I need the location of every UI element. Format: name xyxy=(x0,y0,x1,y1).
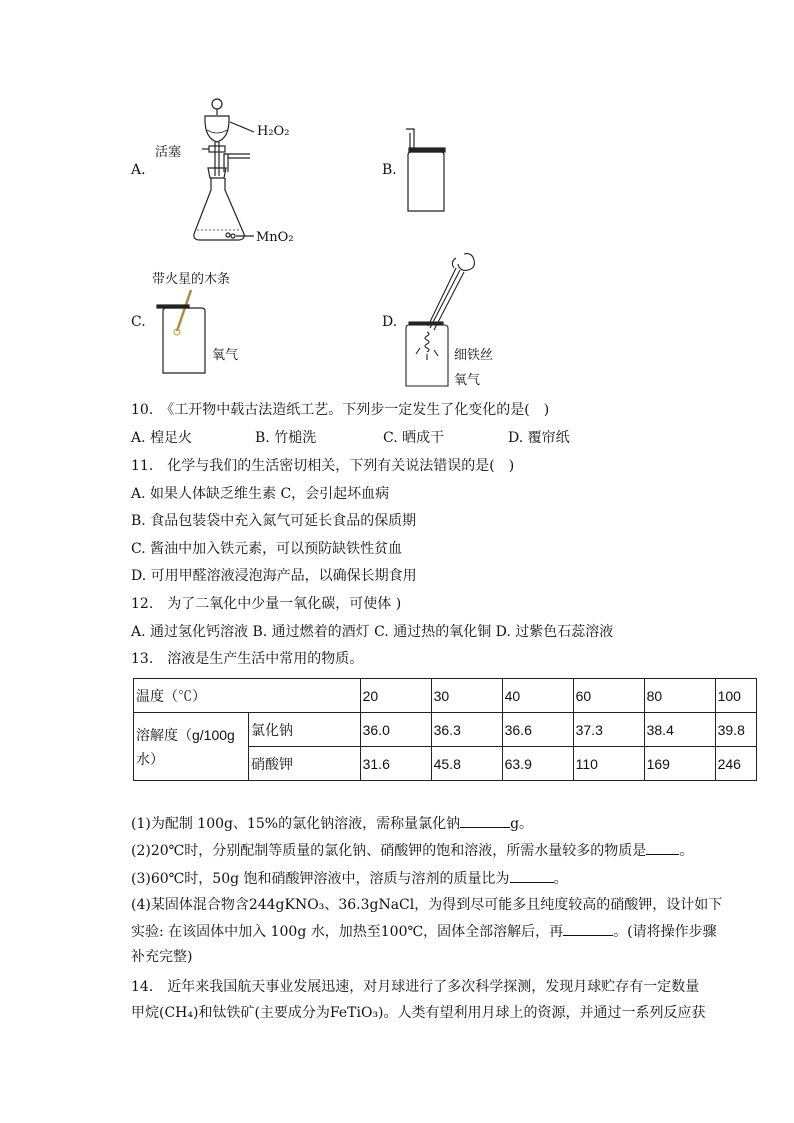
option-c-letter: C. xyxy=(131,314,146,330)
oxygen-label-c: 氧气 xyxy=(212,348,239,363)
value-cell: 36.3 xyxy=(431,713,502,747)
option-d-letter: D. xyxy=(382,314,398,330)
q13-part-2 xyxy=(131,840,693,861)
value-cell: 36.6 xyxy=(502,713,573,747)
option-a-letter: A. xyxy=(131,162,146,178)
q10-option-d: D. 覆帘纸 xyxy=(508,430,570,446)
q10-option-c: C. 晒成干 xyxy=(383,430,445,446)
part-4-text: 实验: 在该固体中加入 100g 水，加热至100℃，固体全部溶解后，再 xyxy=(131,924,564,940)
answer-blank[interactable] xyxy=(563,921,613,936)
temp-cell: 60 xyxy=(573,679,644,713)
value-cell: 31.6 xyxy=(360,747,431,781)
value-cell: 169 xyxy=(644,747,715,781)
value-cell: 37.3 xyxy=(573,713,644,747)
temp-cell: 80 xyxy=(644,679,715,713)
q11-option-d: D. 可用甲醛溶液浸泡海产品，以确保长期食用 xyxy=(131,568,417,584)
gas-bottle-figure xyxy=(400,125,450,215)
value-cell: 38.4 xyxy=(644,713,715,747)
q12-stem: 12. 为了二氧化中少量一氧化碳，可使体 ) xyxy=(131,596,402,612)
q13-part-4-line2 xyxy=(131,921,717,942)
h2o2-label: H₂O₂ xyxy=(257,124,290,139)
q13-part-4-line1: (4)某固体混合物含244gKNO₃、36.3gNaCl，为得到尽可能多且纯度较高的硝酸钾，设计如下 xyxy=(131,897,723,913)
oxygen-label-d: 氧气 xyxy=(454,373,481,388)
q12-options: A. 通过氢化钙溶液 B. 通过燃着的酒灯 C. 通过热的氧化铜 D. 过紫色石蕊溶液 xyxy=(131,624,614,640)
q13-part-3 xyxy=(131,868,568,889)
option-b-letter: B. xyxy=(382,162,397,178)
temp-header-cell: 温度（℃） xyxy=(134,679,361,713)
value-cell: 246 xyxy=(715,747,756,781)
answer-blank[interactable] xyxy=(460,813,510,828)
part-3-text: (3)60℃时，50g 饱和硝酸钾溶液中，溶质与溶剂的质量比为 xyxy=(131,871,510,887)
q11-option-b: B. 食品包装袋中充入氮气可延长食品的保质期 xyxy=(131,513,417,529)
part-2-end: 。 xyxy=(679,843,694,859)
temp-cell: 30 xyxy=(431,679,502,713)
q14-line-1: 14. 近年来我国航天事业发展迅速，对月球进行了多次科学探测，发现月球贮存有一定数量 xyxy=(131,979,700,995)
q11-stem: 11. 化学与我们的生活密切相关，下列有关说法错误的是( ) xyxy=(131,458,515,474)
table-row xyxy=(134,713,757,747)
part-1-text: (1)为配制 100g、15%的氯化钠溶液，需称量氯化钠 xyxy=(131,816,461,832)
substance-cell: 硝酸钾 xyxy=(249,747,361,781)
q11-option-c: C. 酱油中加入铁元素，可以预防缺铁性贫血 xyxy=(131,541,403,557)
q13-stem: 13. 溶液是生产生活中常用的物质。 xyxy=(131,651,364,667)
value-cell: 63.9 xyxy=(502,747,573,781)
value-cell: 36.0 xyxy=(360,713,431,747)
stopcock-label: 活塞 xyxy=(155,145,182,160)
part-4-note: 。(请将操作步骤 xyxy=(613,924,717,940)
substance-cell: 氯化钠 xyxy=(249,713,361,747)
q13-part-4-line3: 补充完整) xyxy=(131,949,193,965)
temp-cell: 20 xyxy=(360,679,431,713)
temp-cell: 100 xyxy=(715,679,756,713)
q11-option-a: A. 如果人体缺乏维生素 C，会引起坏血病 xyxy=(131,486,390,502)
q13-part-1 xyxy=(131,813,533,834)
solubility-table xyxy=(133,678,757,781)
q10-stem: 10. 《工开物中载古法造纸工艺。下列步一定发生了化变化的是( ) xyxy=(131,402,550,418)
answer-blank[interactable] xyxy=(510,868,554,883)
table-row xyxy=(134,679,757,713)
q10-option-a: A. 楻足火 xyxy=(131,430,193,446)
mno2-label: MnO₂ xyxy=(256,230,294,245)
part-2-text: (2)20℃时，分别配制等质量的氯化钠、硝酸钾的饱和溶液，所需水量较多的物质是 xyxy=(131,843,647,859)
part-1-unit: g。 xyxy=(510,816,534,832)
part-3-end: 。 xyxy=(553,871,568,887)
iron-wire-label: 细铁丝 xyxy=(454,348,494,363)
oxygen-test-figure xyxy=(155,285,215,380)
value-cell: 39.8 xyxy=(715,713,756,747)
value-cell: 45.8 xyxy=(431,747,502,781)
answer-blank[interactable] xyxy=(646,840,679,855)
q14-line-2: 甲烷(CH₄)和钛铁矿(主要成分为FeTiO₃)。人类有望利用月球上的资源，并通过一系列反应获 xyxy=(131,1005,706,1021)
value-cell: 110 xyxy=(573,747,644,781)
glowing-stick-label: 带火星的木条 xyxy=(152,272,231,287)
h2o2-apparatus-figure xyxy=(180,92,310,252)
q10-option-b: B. 竹槌洗 xyxy=(255,430,317,446)
temp-cell: 40 xyxy=(502,679,573,713)
solubility-header-cell: 溶解度（g/100g水） xyxy=(134,713,249,781)
